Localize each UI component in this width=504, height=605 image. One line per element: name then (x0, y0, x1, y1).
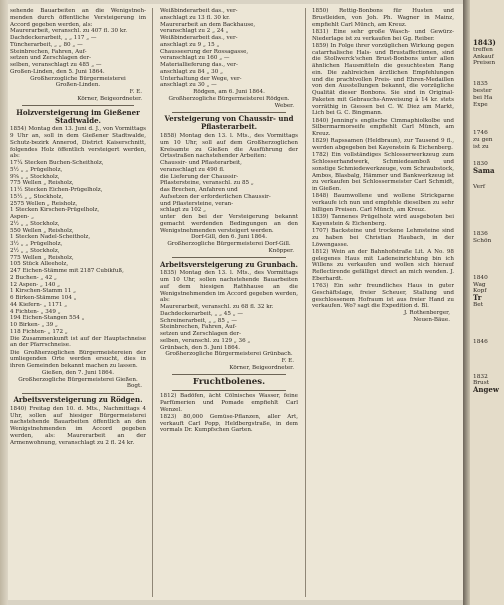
notice-body: 1835) Montag den 13. l. Mts., des Vormittags um 10 Uhr, sollen nachstehende Bauarbeiten auf dem hiesigen Rathhause an die Wenigstnehmenden im Accord gegeben werden, als: (160, 270, 298, 304)
lot-item: anschlagt zu 30 „ — (160, 82, 217, 89)
signature: F. E. (281, 358, 294, 365)
signature: Neuen-Bäue. (413, 316, 450, 323)
separator (172, 112, 286, 113)
next-page-fragment: 1832 (473, 373, 488, 380)
notice-heading: Arbeitsversteigerung zu Grunbach. (160, 259, 298, 269)
next-page-fragment: 1830 (473, 160, 488, 167)
lot-item: Materiallieferung das., ver- (160, 62, 238, 68)
next-page-fragment: Brust (473, 380, 490, 387)
lot-item: 12 Aspen- „ 140 „ (10, 281, 60, 288)
signature: F. E. (129, 89, 142, 95)
lot-list (10, 160, 146, 336)
lot-item: Maurerarbeit, veranschl. zu 407 fl. 30 kr. (10, 28, 128, 35)
separator (172, 257, 286, 258)
lot-item: Tüncherarbeit, „ „ 80 „ — (10, 41, 83, 48)
lot-item: Pflastersteine, veranschl. zu 85 „ (160, 180, 254, 187)
lot-item: 118 Fichten- „ 172 „ (10, 328, 68, 335)
lot-item: Steinbrechen, Fahren, Auf- (160, 324, 237, 331)
advertisement: 1763) Ein sehr freundliches Haus in guter Geschäftslage, freier Scheuer, Stallung und geschlossenem Hofraum ist aus freier Hand zu verkaufen. Wo? sagt die Expedition d. Bl. (312, 283, 454, 310)
advertisement: 1840) Jenning's englische Cimmaphiolkolbe und Silbermarmorseife empfiehlt Carl Münch, am Kreuz. (312, 117, 454, 137)
lot-item: 10 Birken- „ 39 „ (10, 322, 58, 329)
lot-item: anschlagt zu 13 fl. 30 kr. (160, 14, 230, 21)
separator (172, 390, 286, 391)
notice-date: Großen-Linden, den 5. Juni 1864. (10, 68, 105, 75)
separator (22, 393, 134, 394)
lot-item: 1 Kirschen-Stamm 11 „ (10, 288, 76, 295)
lot-item: 1 Stecken Nadel-Scheitholz, (10, 234, 91, 241)
lot-item: setzen und Zerschlagen der- (160, 331, 241, 338)
column-rule (152, 8, 153, 597)
column-1 (10, 8, 146, 599)
lot-item: Weißbinderarbeit das., ver- (160, 8, 238, 14)
next-page-fragment: 1843) (473, 38, 496, 47)
next-page-fragment: zu gen (473, 137, 493, 144)
next-page-fragment: Expe (473, 101, 488, 108)
lot-item: Maurerarbeit an dem Backhause, (160, 21, 256, 28)
lot-item: 105 Stück Alleeholz, (10, 261, 69, 268)
notice-heading: Arbeitsversteigerung zu Rödgen. (13, 395, 143, 405)
lot-item: die Lieferung der Chaussir- (160, 173, 239, 180)
lot-item: 5½ „ „ Prügelholz, (10, 166, 63, 173)
signature: J. Rothenberger, (404, 310, 450, 316)
advertisement: 1782) Ein vollständiges Schlosserwerkzeug zum Schlosserhandwerk, Schmiedeamboß und sonstige Schmiedewerkzeuge, vom Schraubstock, Ambos, Blasbalg, Hämmer und Bankwerkzeug ist zu verkaufen bei Schlossermeister Carl Schmidt, in Gießen. (312, 152, 454, 192)
lot-item: Unterhaltung der Wege, ver- (160, 75, 242, 82)
notice-body: Die Zusammenkunft ist auf der Hauptschneise an der Pfarrschneise. (10, 335, 146, 349)
office-name: Großherzogliche Bürgermeisterei Grünbach. (165, 351, 293, 358)
lot-item: 775 Wellen „ Reisholz, (10, 180, 74, 187)
lot-item: veranschlagt zu 2 „ 24 „ (160, 28, 229, 35)
advertisement: 1812) Badöfen, ächt Cölnisches Wasser, feine Parfümerien und Pomade empfiehlt Carl Wenzel. (160, 393, 298, 413)
separator (22, 105, 134, 106)
signature: Knöpper. (268, 247, 294, 254)
lot-item: 11½ Stecken Eichen-Prügelholz, (10, 187, 103, 194)
lot-item: und Pflastersteine, veran- (160, 200, 234, 207)
notice-body: 1854) Montag den 13. Juni d. J., von Vormittags 9 Uhr an, soll in dem Gießener Stadtwalde, Schutz-bezirk Annerod, District Kaiserschnitt, folgendes Holz öffentlich versteigert werden, als: (10, 126, 146, 160)
next-page-fragment: 1840 (473, 274, 488, 281)
advertisement: 1812) Wein an der Bahnhofstraße Lit. A No. 98 gelegenes Haus mit Ladeneinrichtung bin ich Willens zu verkaufen und wollen sich hierauf Reflectirende gefälligst direct an mich wenden. J. Eberhardt. (312, 248, 454, 282)
lot-item: Dachdeckerarbeit, „ „ 45 „ — (160, 310, 243, 317)
next-page-fragment: bei Ha (473, 94, 493, 101)
lot-item: Maurerarbeit, veranschl. zu 68 fl. 32 kr. (160, 304, 274, 311)
next-page-fragment: bester (473, 87, 492, 94)
next-page-fragment: Wag (473, 281, 486, 288)
next-page-fragment: treffen (473, 46, 493, 53)
lot-item: 194 Eichen-Stangen 554 „ (10, 315, 85, 322)
lot-item: Schreinerarbeit, „ „ 85 „ — (160, 317, 237, 324)
lot-item: 2½ „ „ Stockholz, (10, 247, 60, 254)
advertisement: 1831) Eine sehr große Wasch- und Gewürz-Niederlage ist zu verkaufen bei Gg. Reiber. (312, 28, 454, 42)
next-page-fragment: Preisen (473, 60, 496, 67)
lot-item: selben, veranschl. zu 129 „ 36 „ (160, 337, 251, 344)
lot-item: 9⅝ „ „ Stockholz, (10, 173, 60, 180)
office-name: Großherzogliche Bürgermeisterei Rödgen. (168, 95, 290, 102)
lot-list (160, 304, 298, 351)
lot-item: 4 Fichten- „ 349 „ (10, 308, 61, 315)
next-page-fragment: 1836 (473, 231, 488, 238)
lot-item: Aufsetzen der erforderlichen Chaussir- (160, 193, 271, 200)
next-page-fragment: 1746 (473, 130, 488, 137)
lot-item: 2½ „ „ Stockholz, (10, 220, 60, 227)
next-page-fragment: 1846 (473, 338, 488, 345)
lot-item: 17¼ Stecken Buchen-Scheitholz, (10, 160, 104, 167)
lot-item: 3½ „ „ Prügelholz, (10, 241, 63, 248)
notice-date: Rödgen, am 6. Juni 1864. (193, 89, 265, 95)
notice-body: unter den bei der Versteigerung bekannt gemacht werdenden Bedingungen an den Wenigstnehmenden versteigert werden. (160, 214, 298, 234)
lot-item: veranschlagt zu 490 fl. (160, 166, 225, 173)
lot-list (10, 28, 146, 75)
lot-item: 2575 Wellen „ Reisholz, (10, 200, 78, 207)
lot-item: veranschlagt zu 160 „ — (160, 55, 230, 62)
column-rule (305, 8, 306, 597)
lot-list (160, 8, 298, 89)
lot-item: setzen und Zerschlagen der- (10, 55, 91, 62)
next-page-edge (470, 0, 504, 605)
lot-item: 1 Stecken Kirschen-Prügelholz, (10, 207, 100, 214)
lot-item: das Brechen, Anfahren und (160, 187, 238, 194)
lot-item: Chausseerung der Rossagasse, (160, 48, 249, 55)
advertisement: 1850) Rettig-Bonbons für Husten und Brustleiden, von Joh. Ph. Wagner in Mainz, empfiehlt Carl Münch, am Kreuz. (312, 8, 454, 28)
signature: Weber. (274, 102, 294, 109)
next-page-fragment: Schön (473, 237, 492, 244)
office-place: Großen-Linden. (55, 82, 101, 89)
notice-date: Gießen, den 7. Juni 1864. (41, 369, 115, 376)
next-page-fragment: Verf (473, 184, 486, 191)
lot-item: 775 Wellen „ Reisholz, (10, 254, 74, 261)
lot-item: anschlagt zu 84 „ 30 „ (160, 68, 223, 75)
next-page-fragment: Kopf (473, 288, 487, 295)
office-name: Großherzogliche Bürgermeisterei (30, 75, 126, 82)
notice-date: Grünbach, den 5. Juni 1864. (160, 344, 240, 351)
next-page-fragment: Angew (473, 385, 499, 395)
notice-heading: Versteigerung von Chaussir- und Pflasterarbeit. (164, 114, 294, 132)
lot-item: 6 Birken-Stämme 104 „ (10, 295, 77, 302)
lot-item: Chaussir- und Pflasterarbeit, (160, 160, 242, 167)
advertisement: 1848) Baumwollene und wollene Strickgarne verkaufe ich nun und empfehle dieselben zu sehr billigen Preisen. Carl Münch, am Kreuz. (312, 193, 454, 213)
lot-item: selben, veranschlagt zu 485 „ — (10, 62, 102, 68)
advertisement: 1839) Tannenes Prügelholz wird ausgeboten bei Kayenstein & Eichenberg. (312, 214, 454, 227)
signature: Körner, Beigeordneter. (229, 364, 294, 371)
column-3 (312, 8, 454, 599)
next-page-fragment: 1835 (473, 81, 488, 88)
next-page-fragment: ist zu (473, 143, 489, 150)
advertisement: 1823) 80,000 Gemüse-Pflanzen, aller Art, verkauft Carl Popp, Heldbergstraße, in dem vormals Dr. Kumpfschen Garten. (160, 413, 298, 434)
notice-continuation: sehende Bauarbeiten an die Wenigstneh- menden durch öffentliche Versteigerung im Accord gegeben werden, als: (10, 8, 146, 28)
section-heading: Fruchtbolenes. (192, 376, 266, 387)
next-page-fragment: Sama (473, 165, 495, 175)
notice-heading: Holzversteigerung im Gießener Stadtwalde. (16, 107, 140, 125)
lot-item: 2 Buchen- „ 42 „ (10, 274, 57, 281)
next-page-fragment: Ankauf (473, 53, 494, 60)
signature: Körner, Beigeordneter. (77, 95, 142, 102)
lot-item: Aspen- „ (10, 214, 34, 221)
advertisement: 1707) Backsteine und trockene Lehmsteine sind zu haben bei Christian Haubach, in der Löwengasse. (312, 228, 454, 248)
next-page-fragment: Bet (473, 301, 484, 308)
notice-body: 1840) Freitag den 10. d. Mts., Nachmittags 4 Uhr, sollen auf hiesiger Bürgermeisterei nachstehende Bauarbeiten öffentlich an den Wenigstnehmenden im Accord gegeben werden, als: Maurerarbeit an der Armenwohnung, veranschlagt zu 2 fl. 24 kr. (10, 405, 146, 446)
notice-date: Dorf-Gill, den 6. Juni 1864. (190, 234, 268, 241)
lot-item: schlagt zu 102 „ (160, 207, 207, 214)
signature: Bogt. (126, 383, 142, 390)
separator (172, 374, 286, 375)
lot-item: 247 Eichen-Stämme mit 2187 Cubikfuß, (10, 268, 124, 275)
next-page-fragment: Tr (473, 293, 482, 303)
lot-item: Dachdeckerarbeit, „ „ 117 „ — (10, 35, 97, 41)
lot-item: anschlagt zu 9 „ 15 „ (160, 41, 220, 48)
advertisement: 1829) Rapssamen (Heldbraun), zur Tausend 9 fl., werden abgegeben bei Kayenstein & Eichenberg. (312, 138, 454, 151)
office-name: Großherzogliche Bürgermeisterei Gießen. (18, 376, 138, 383)
lot-item: 15½ „ „ Stockholz, (10, 193, 64, 200)
column-2 (160, 8, 298, 599)
lot-item: Steinbrechen, Fahren, Auf- (10, 48, 87, 55)
next-page-text (473, 40, 499, 394)
notice-body: 1858) Montag den 13. l. Mts., des Vormittags um 10 Uhr, soll auf dem Großherzoglichen Kreisamte zu Gießen die Ausführung der Ortsstraßen nachstehender Arbeiten: (160, 133, 298, 160)
lot-item: 44 Kiefern- „ 1171 „ (10, 301, 68, 308)
office-name: Großherzogliche Bürgermeisterei Dorf-Gill. (167, 241, 291, 248)
page-gutter (0, 0, 8, 605)
lot-list (160, 160, 298, 214)
lot-item: Weißbinderarbeit das., ver- (160, 35, 238, 41)
notice-body: Die Großherzoglichen Bürgermeistereien der umliegenden Orte werden ersucht, dies in ihren Gemeinden bekannt machen zu lassen. (10, 349, 146, 370)
book-spine (463, 0, 470, 605)
lot-item: 550 Wellen „ Reisholz, (10, 227, 74, 234)
advertisement: 1859) In Folge ihrer vorzüglichen Wirkung gegen catarrhalische Hals- und Brustaffectionen, sind die Stollwerck'schen Brust-Bonbons unter allen ähnlichen Hausmitteln die gesuchtesten Rang ein. Die zahlreichen ärztlichen Empfehlungen und die prachtvollen Preis- und Ehren-Medaillen von den Ausstellungen bekannt, die vorzügliche Qualität dieser Bonbons. Sie sind in Original-Paketen mit Gebrauchs-Anweisung à 14 kr. stets vorräthig in Giessen bei C. W. Diez am Markt, Lich bei G. C. Bingmann. (312, 42, 454, 117)
